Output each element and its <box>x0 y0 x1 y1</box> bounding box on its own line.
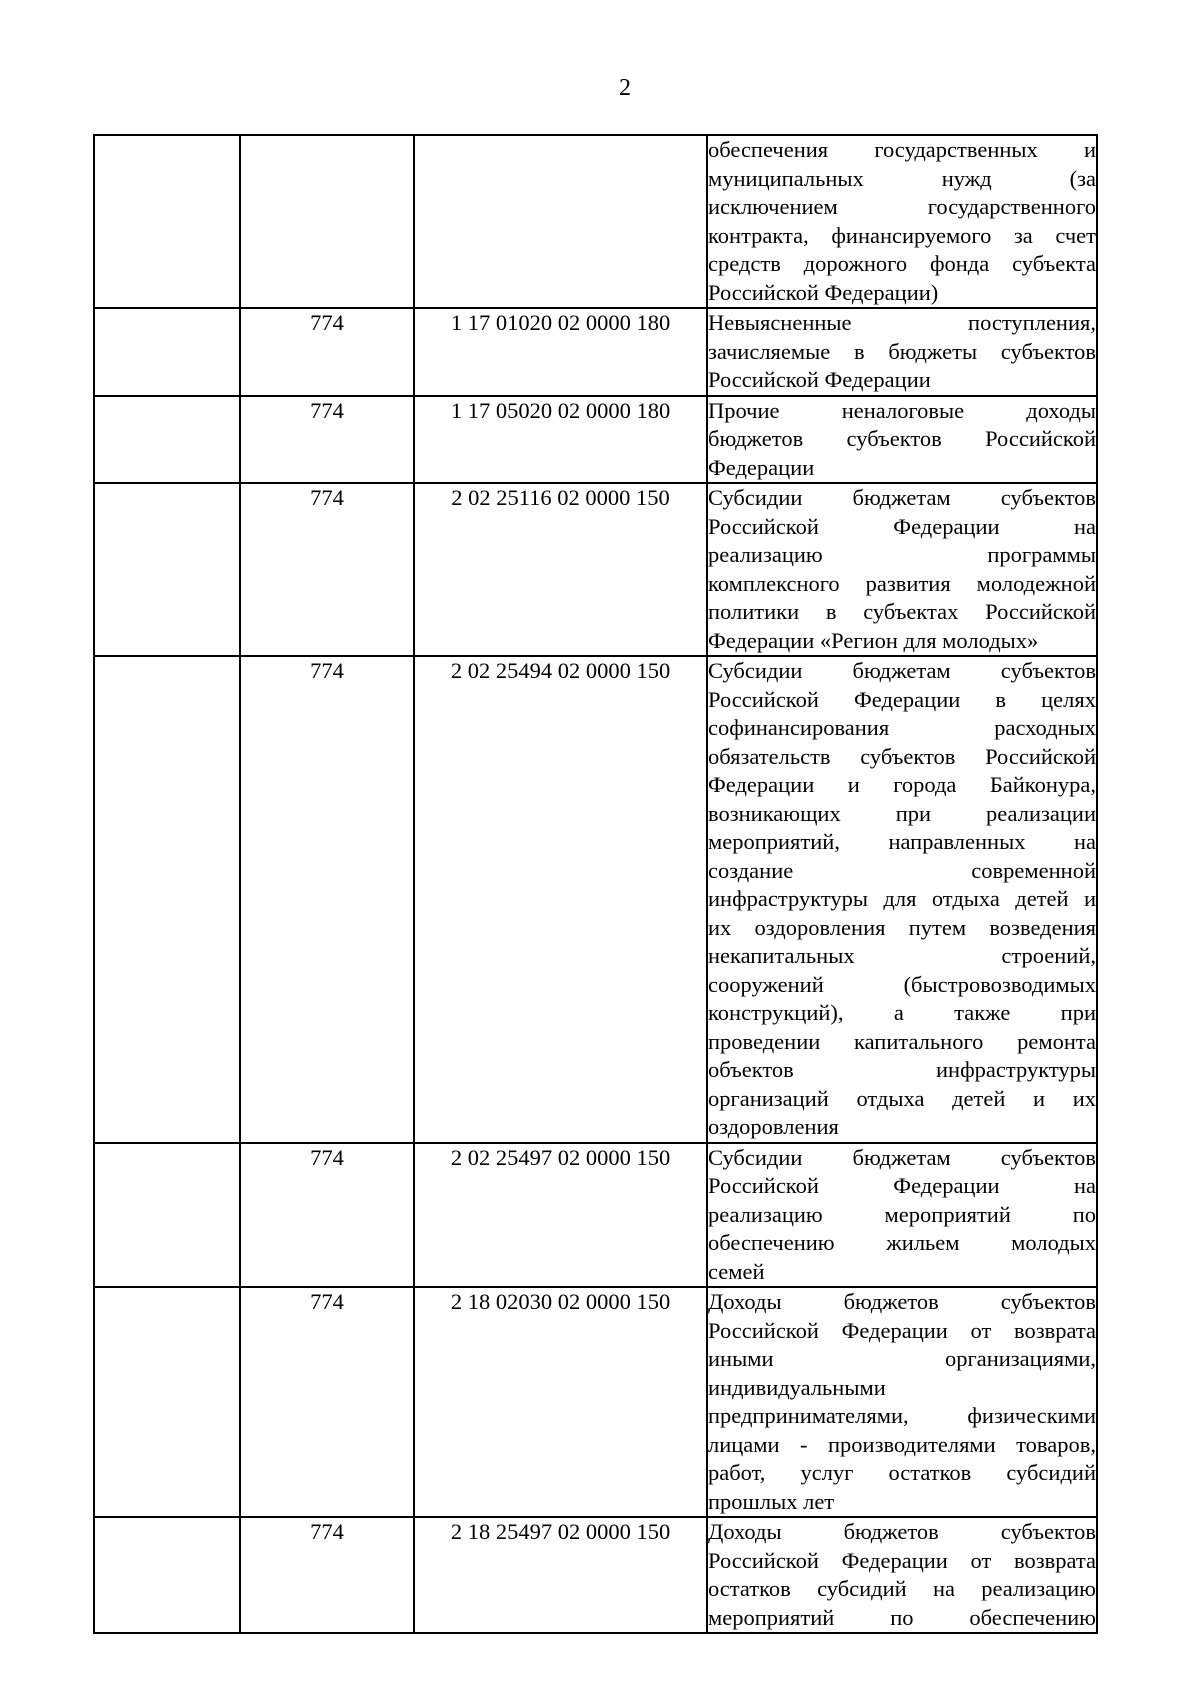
description-line: Федерации и города Байконура, <box>708 772 1096 797</box>
description-line: инфраструктуры для отдыха детей и <box>708 886 1096 911</box>
empty-cell <box>94 135 240 308</box>
admin-code-cell: 774 <box>240 1517 414 1633</box>
description-line: Российской Федерации на <box>708 513 1096 539</box>
description-line: их оздоровления путем возведения <box>708 914 1096 940</box>
description-cell <box>707 656 1097 1143</box>
kbk-code-cell: 2 18 02030 02 0000 150 <box>414 1287 707 1517</box>
description-line: софинансирования расходных <box>708 715 1096 740</box>
kbk-code-cell: 1 17 01020 02 0000 180 <box>414 308 707 396</box>
kbk-code-cell: 2 02 25494 02 0000 150 <box>414 656 707 1143</box>
description-line: средств дорожного фонда субъекта <box>708 251 1096 276</box>
description-cell <box>707 308 1097 396</box>
table-row <box>94 396 1097 484</box>
admin-code-cell: 774 <box>240 483 414 656</box>
kbk-code-cell: 2 02 25497 02 0000 150 <box>414 1143 707 1288</box>
description-line: Российской Федерации от возврата <box>708 1317 1096 1343</box>
table-body <box>94 135 1097 1633</box>
admin-code-cell: 774 <box>240 308 414 396</box>
description-cell <box>707 1143 1097 1288</box>
table-row <box>94 135 1097 308</box>
description-line: Российской Федерации на <box>708 1173 1096 1198</box>
empty-cell <box>94 1517 240 1633</box>
description-line: Федерации «Регион для молодых» <box>708 627 1039 653</box>
description-line: иными организациями, <box>708 1346 1096 1371</box>
admin-code-cell <box>240 135 414 308</box>
description-line: мероприятий по обеспечению <box>708 1604 1096 1630</box>
description-line: Доходы бюджетов субъектов <box>708 1519 1096 1544</box>
description-line: некапитальных строений, <box>708 943 1096 968</box>
description-cell <box>707 483 1097 656</box>
description-line: комплексного развития молодежной <box>708 570 1096 596</box>
description-line: обязательств субъектов Российской <box>708 743 1096 769</box>
description-cell <box>707 1517 1097 1633</box>
empty-cell <box>94 396 240 484</box>
description-line: политики в субъектах Российской <box>708 599 1096 624</box>
admin-code-cell: 774 <box>240 1143 414 1288</box>
empty-cell <box>94 1287 240 1517</box>
description-line: предпринимателями, физическими <box>708 1403 1096 1428</box>
table-row <box>94 1143 1097 1288</box>
description-line: конструкций), а также при <box>708 1000 1096 1025</box>
description-line: Невыясненные поступления, <box>708 310 1096 335</box>
description-line: семей <box>708 1258 765 1284</box>
description-line: муниципальных нужд (за <box>708 165 1096 191</box>
description-line: лицами - производителями товаров, <box>708 1431 1096 1457</box>
description-line: зачисляемые в бюджеты субъектов <box>708 338 1096 364</box>
description-line: проведении капитального ремонта <box>708 1028 1096 1054</box>
description-line: Доходы бюджетов субъектов <box>708 1289 1096 1314</box>
description-line: мероприятий, направленных на <box>708 829 1096 854</box>
empty-cell <box>94 1143 240 1288</box>
description-line: бюджетов субъектов Российской <box>708 426 1096 451</box>
table-row <box>94 656 1097 1143</box>
description-line: оздоровления <box>708 1114 839 1139</box>
table-row <box>94 308 1097 396</box>
description-line: Российской Федерации в целях <box>708 686 1096 712</box>
description-line: прошлых лет <box>708 1488 835 1514</box>
empty-cell <box>94 483 240 656</box>
description-line: сооружений (быстровозводимых <box>708 971 1096 997</box>
admin-code-cell: 774 <box>240 1287 414 1517</box>
page-number: 2 <box>619 75 631 101</box>
description-line: Российской Федерации <box>708 367 931 392</box>
description-line: создание современной <box>708 857 1096 883</box>
description-line: Российской Федерации от возврата <box>708 1547 1096 1573</box>
empty-cell <box>94 656 240 1143</box>
kbk-code-cell <box>414 135 707 308</box>
description-line: Субсидии бюджетам субъектов <box>708 1144 1096 1170</box>
description-line: реализацию мероприятий по <box>708 1201 1096 1227</box>
table-row <box>94 483 1097 656</box>
description-line: Субсидии бюджетам субъектов <box>708 658 1096 683</box>
description-line: объектов инфраструктуры <box>708 1057 1096 1082</box>
description-line: Федерации <box>708 454 815 480</box>
description-cell <box>707 396 1097 484</box>
description-line: работ, услуг остатков субсидий <box>708 1460 1096 1485</box>
empty-cell <box>94 308 240 396</box>
description-line: Субсидии бюджетам субъектов <box>708 485 1096 510</box>
description-line: контракта, финансируемого за счет <box>708 222 1096 248</box>
description-line: реализацию программы <box>708 542 1096 567</box>
description-line: Российской Федерации) <box>708 279 939 305</box>
kbk-code-cell: 2 02 25116 02 0000 150 <box>414 483 707 656</box>
description-line: возникающих при реализации <box>708 800 1096 826</box>
kbk-code-cell: 2 18 25497 02 0000 150 <box>414 1517 707 1633</box>
description-line: обеспечению жильем молодых <box>708 1230 1096 1255</box>
table-row <box>94 1517 1097 1633</box>
admin-code-cell: 774 <box>240 656 414 1143</box>
description-line: индивидуальными <box>708 1374 886 1400</box>
admin-code-cell: 774 <box>240 396 414 484</box>
description-cell <box>707 1287 1097 1517</box>
description-cell <box>707 135 1097 308</box>
description-line: обеспечения государственных и <box>708 137 1096 162</box>
description-line: организаций отдыха детей и их <box>708 1085 1096 1111</box>
description-line: Прочие неналоговые доходы <box>708 397 1096 423</box>
description-line: остатков субсидий на реализацию <box>708 1576 1096 1601</box>
table-row <box>94 1287 1097 1517</box>
revenue-codes-table <box>93 134 1098 1634</box>
kbk-code-cell: 1 17 05020 02 0000 180 <box>414 396 707 484</box>
description-line: исключением государственного <box>708 194 1096 219</box>
